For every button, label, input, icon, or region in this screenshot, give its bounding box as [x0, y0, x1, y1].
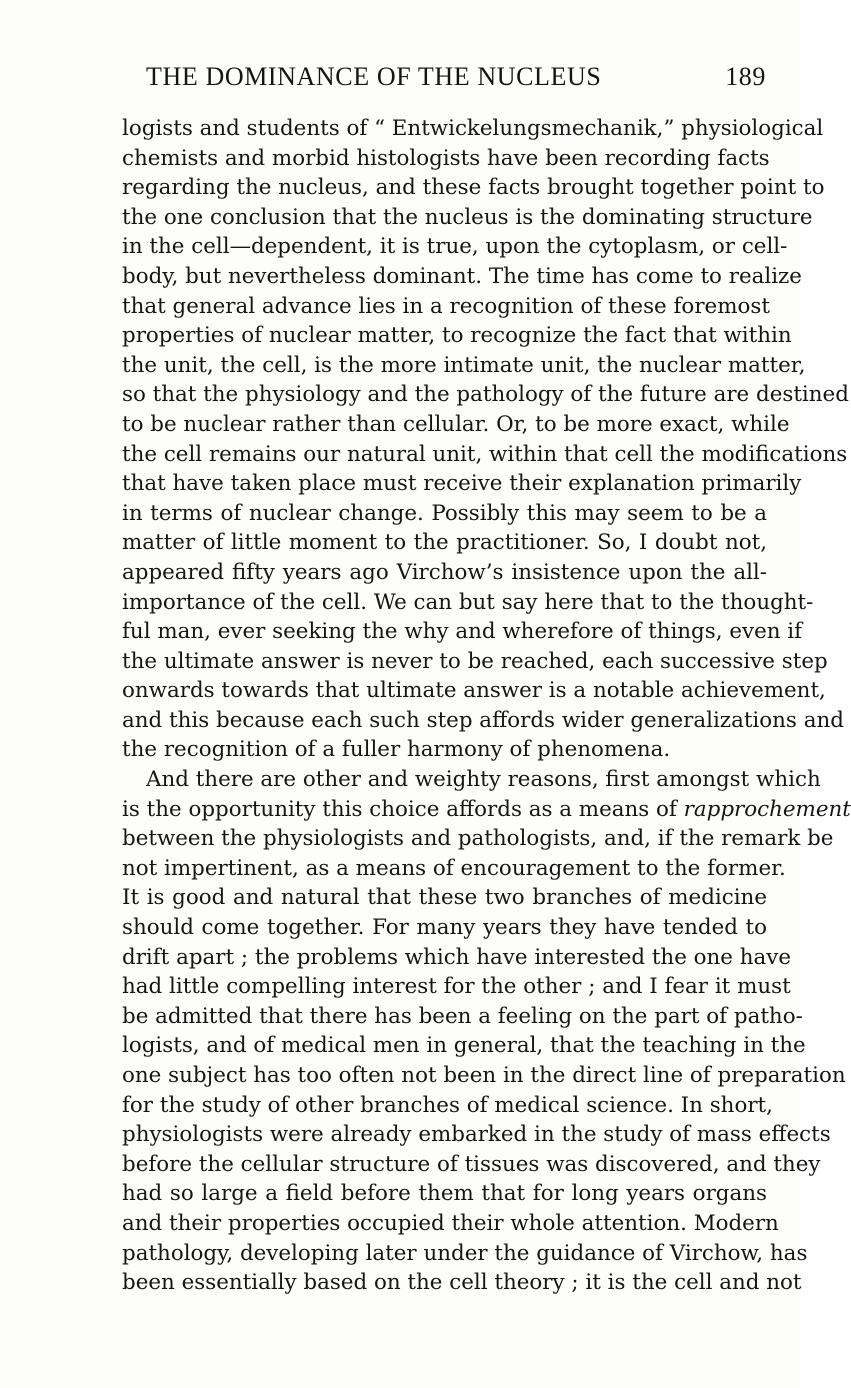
- text-line: importance of the cell. We can but say here that to the thought-: [122, 589, 814, 615]
- text-line: be admitted that there has been a feeling on the part of patho-: [122, 1003, 803, 1029]
- text-line: the cell remains our natural unit, within that cell the modifications: [122, 441, 848, 467]
- text-line: and their properties occupied their whole attention. Modern: [122, 1210, 779, 1236]
- text-line: ful man, ever seeking the why and wherefore of things, even if: [122, 619, 803, 645]
- paragraph-end-line: the recognition of a fuller harmony of phenomena.: [122, 737, 671, 763]
- text-line: and this because each such step affords wider generalizations and: [122, 707, 844, 733]
- text-line: [122, 795, 851, 825]
- text-line: properties of nuclear matter, to recognize the fact that within: [122, 323, 792, 349]
- text-line: the one conclusion that the nucleus is the dominating structure: [122, 204, 813, 230]
- text-line: drift apart ; the problems which have interested the one have: [122, 944, 792, 970]
- body-text: [122, 114, 851, 1298]
- text-line: regarding the nucleus, and these facts brought together point to: [122, 175, 825, 201]
- chapter-title: THE DOMINANCE OF THE NUCLEUS: [146, 62, 602, 91]
- text-line: in terms of nuclear change. Possibly this may seem to be a: [122, 500, 767, 526]
- text-line: should come together. For many years they have tended to: [122, 915, 767, 941]
- text-line: onwards towards that ultimate answer is a notable achievement,: [122, 678, 826, 704]
- text-line: in the cell—dependent, it is true, upon the cytoplasm, or cell-: [122, 234, 788, 260]
- page-number: 189: [725, 62, 766, 91]
- text-line: to be nuclear rather than cellular. Or, to be more exact, while: [122, 411, 790, 437]
- text-line: logists and students of “ Entwickelungsmechanik,” physiological: [122, 116, 824, 141]
- text-line: between the physiologists and pathologists, and, if the remark be: [122, 826, 834, 852]
- text-line: logists, and of medical men in general, that the teaching in the: [122, 1033, 806, 1059]
- text-line: that have taken place must receive their explanation primarily: [122, 471, 802, 497]
- text-line: that general advance lies in a recognition of these foremost: [122, 293, 770, 319]
- text-line: the unit, the cell, is the more intimate unit, the nuclear matter,: [122, 352, 806, 378]
- text-line: not impertinent, as a means of encouragement to the former.: [122, 855, 786, 881]
- text-line: chemists and morbid histologists have been recording facts: [122, 145, 770, 171]
- text-line: body, but nevertheless dominant. The time has come to realize: [122, 263, 802, 289]
- text-line: the ultimate answer is never to be reached, each successive step: [122, 648, 828, 674]
- text-line: pathology, developing later under the guidance of Virchow, has: [122, 1240, 808, 1266]
- text-line: had little compelling interest for the other ; and I fear it must: [122, 974, 791, 1000]
- text-line: matter of little moment to the practitioner. So, I doubt not,: [122, 530, 767, 556]
- text-line: It is good and natural that these two branches of medicine: [122, 885, 767, 911]
- text-line: one subject has too often not been in the direct line of preparation: [122, 1063, 846, 1088]
- text-line: had so large a field before them that for long years organs: [122, 1181, 767, 1207]
- text-segment: is the opportunity this choice affords as a means of: [122, 796, 677, 822]
- paragraph-start-line: And there are other and weighty reasons, first amongst which: [146, 767, 821, 793]
- running-head: [122, 62, 766, 102]
- text-line: so that the physiology and the pathology of the future are destined: [122, 382, 849, 408]
- text-line: appeared fifty years ago Virchow’s insistence upon the all-: [122, 559, 767, 585]
- text-line: physiologists were already embarked in the study of mass effects: [122, 1122, 831, 1148]
- text-line: been essentially based on the cell theory ; it is the cell and not: [122, 1270, 802, 1296]
- italic-phrase: rapprochement: [683, 796, 851, 822]
- text-line: before the cellular structure of tissues was discovered, and they: [122, 1151, 821, 1177]
- text-line: for the study of other branches of medical science. In short,: [122, 1092, 773, 1118]
